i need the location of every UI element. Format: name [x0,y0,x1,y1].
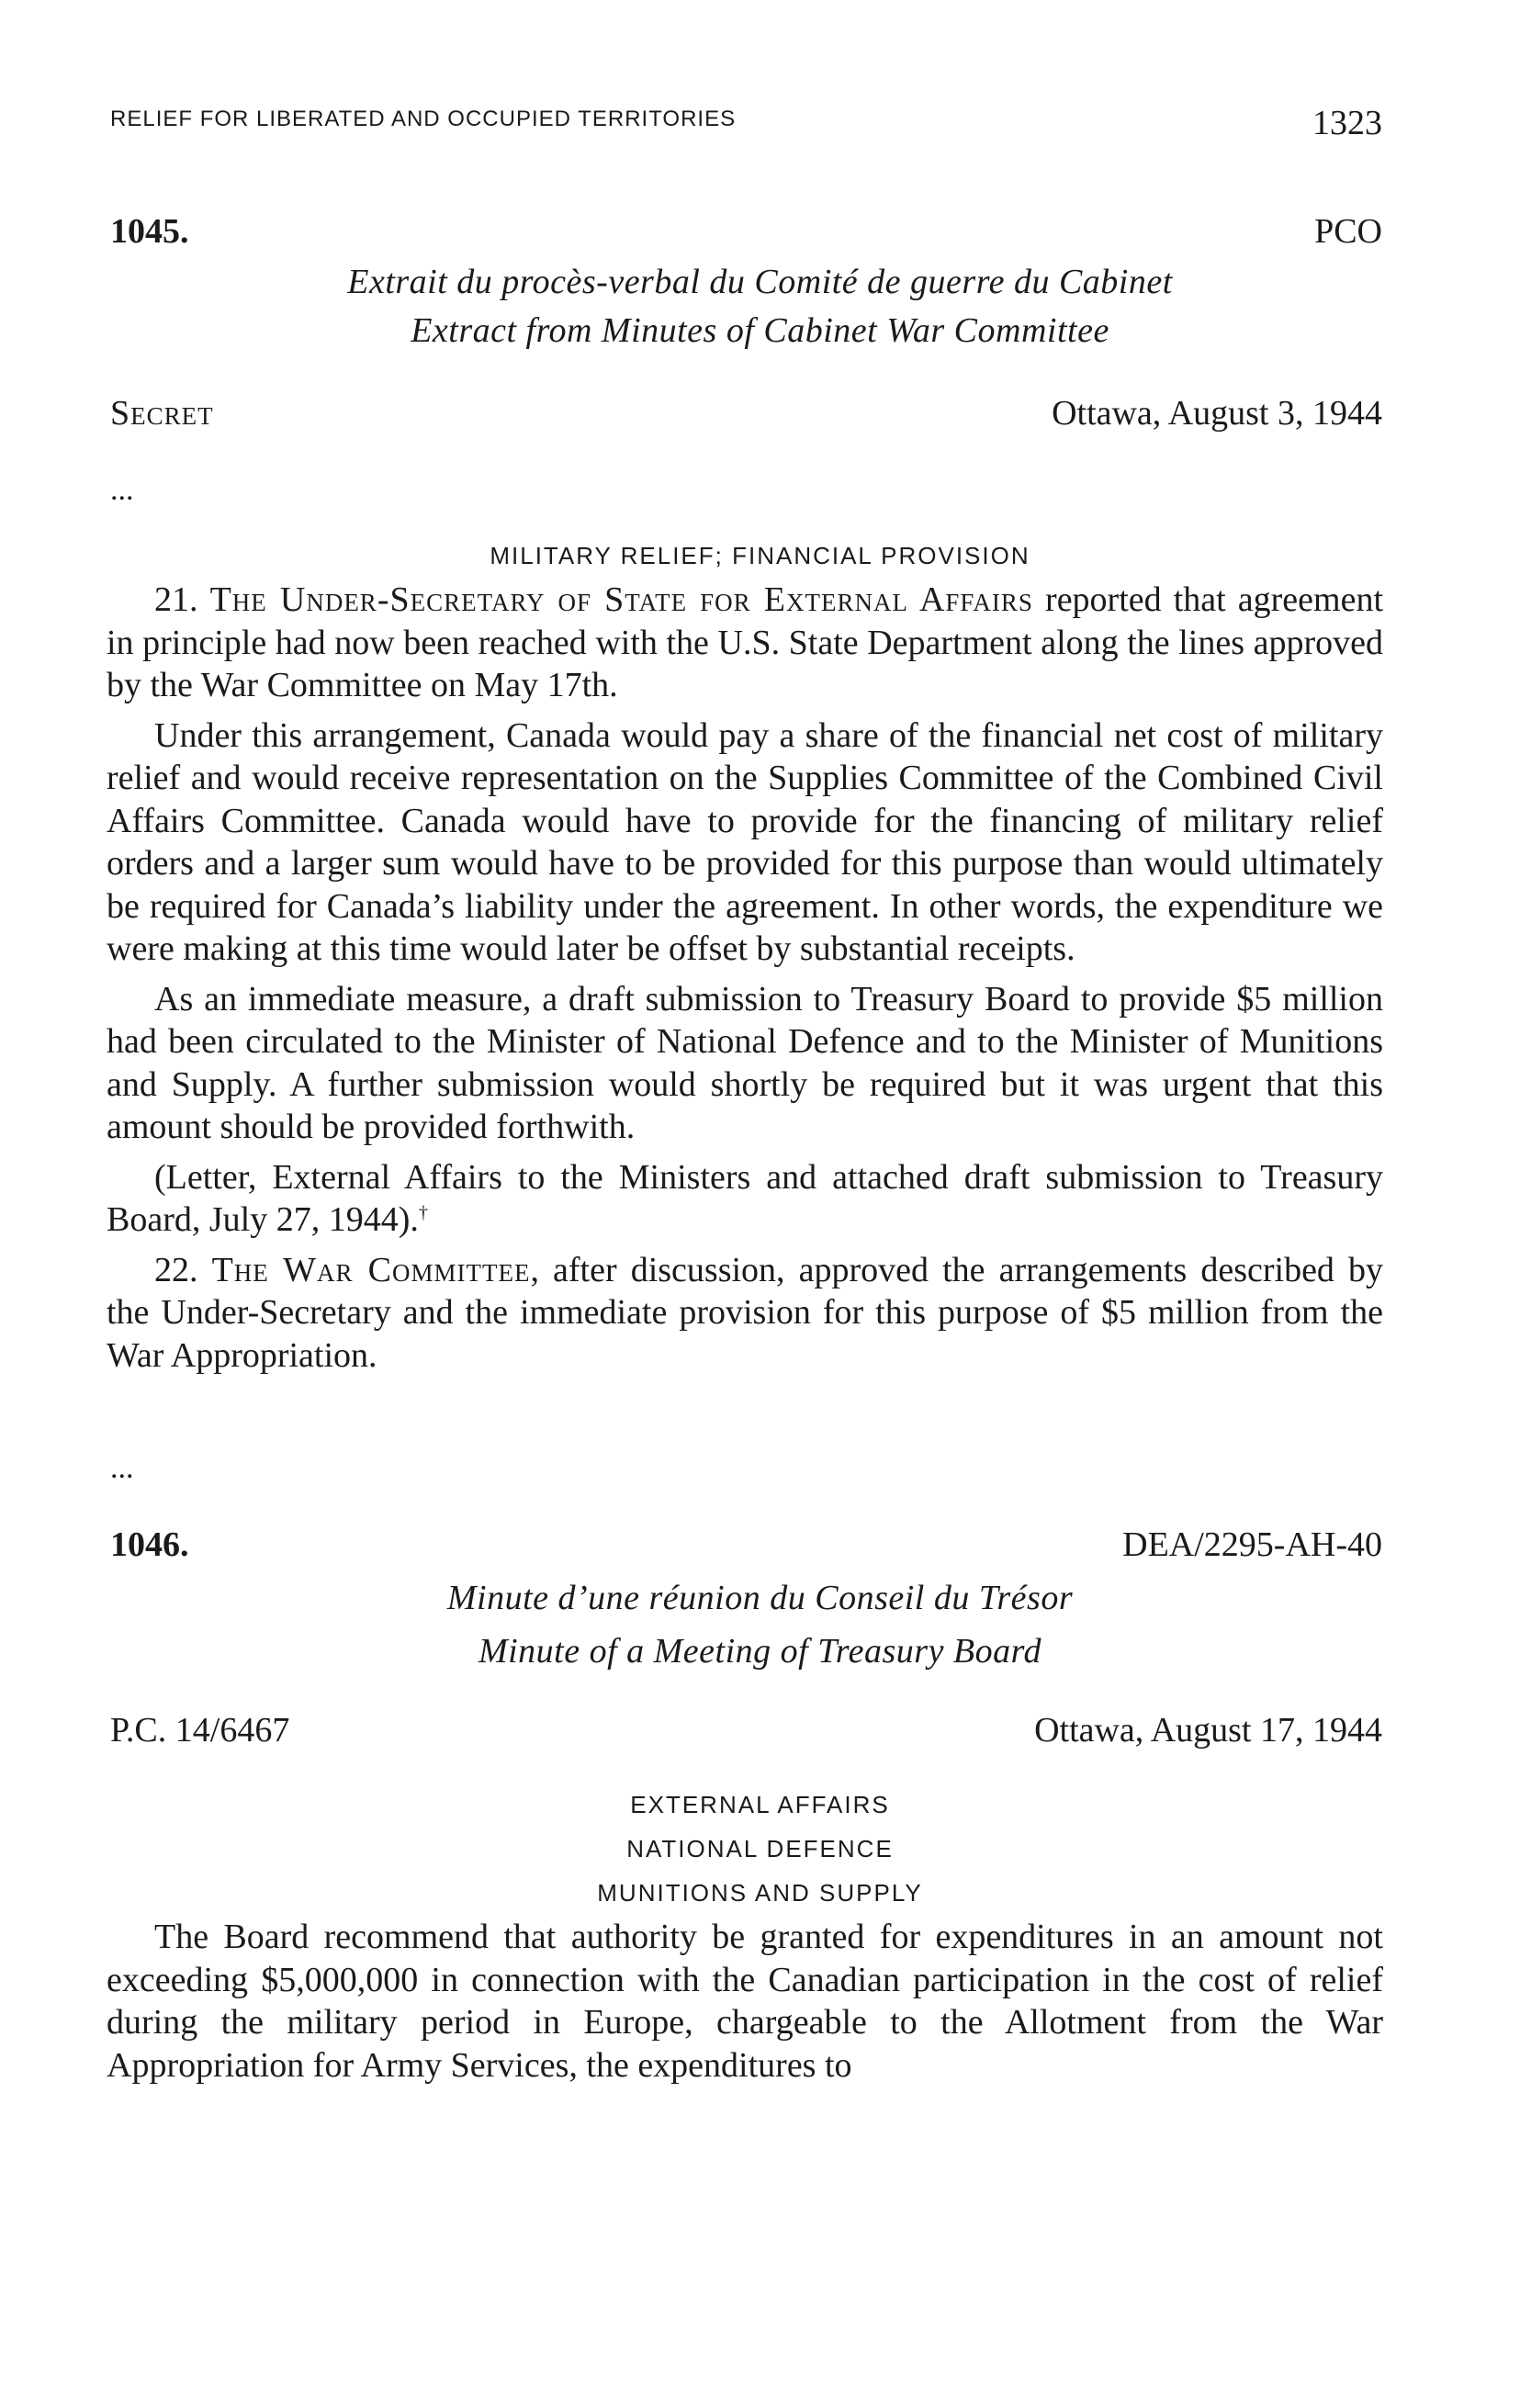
paragraph-22: 22. The War Committee, after discussion, approved the arrangements described by the Under-Secretary and the immediate provision for this purpose of $5 million from the War Appropriation. [107,1250,1384,1375]
paragraph-board-recommend: The Board recommend that authority be granted for expenditures in an amount not exceeding $5,000,000 in connection with the Canadian participation in the cost of relief during the military period in Europe, chargeable to the Allotment from the War Appropriation for Army Services, the expenditures to [107,1918,1383,2085]
doc-1045-body [107,579,1383,1377]
doc-1045-number: 1045. [110,212,189,251]
paragraph-number: 21. [154,580,198,619]
paragraph-letter-reference: (Letter, External Affairs to the Ministers and attached draft submission to Treasury Board, July 27, 1944).† [107,1157,1383,1239]
paragraph-number: 22. [154,1250,198,1289]
doc-1045-place-date: Ottawa, August 3, 1944 [1052,394,1382,433]
doc-1046-place-date: Ottawa, August 17, 1944 [1034,1711,1382,1750]
page-number: 1323 [1312,104,1382,142]
doc-1045-section-heading: MILITARY RELIEF; FINANCIAL PROVISION [490,542,1030,569]
doc-1046-title-en: Minute of a Meeting of Treasury Board [478,1632,1042,1671]
doc-1045-file-ref: PCO [1314,212,1382,251]
doc-1046-body [107,1916,1383,2087]
paragraph-immediate-measure: As an immediate measure, a draft submission to Treasury Board to provide $5 million had been circulated to the Minister of National Defence and to the Minister of Munitions and Supply. A further submission would shortly be required but it was urgent that this amount should be provided forthwith. [107,979,1383,1146]
doc-1045-title-fr: Extrait du procès-verbal du Comité de guerre du Cabinet [347,263,1173,301]
doc-1046-file-ref: DEA/2295-AH-40 [1122,1525,1382,1564]
running-title: RELIEF FOR LIBERATED AND OCCUPIED TERRITORIES [110,107,737,131]
ellipsis-bottom: ... [110,1451,134,1485]
doc-1046-number: 1046. [110,1525,189,1564]
paragraph-21: 21. The Under-Secretary of State for External Affairs reported that agreement in principle had now been reached with the U.S. State Department along the lines approved by the War Committee on May 17th. [107,580,1384,704]
doc-1046-ref: P.C. 14/6467 [110,1711,290,1750]
speaker-war-committee: The War Committee [211,1250,531,1289]
dagger-footnote-mark: † [418,1202,428,1223]
paragraph-arrangement: Under this arrangement, Canada would pay a share of the financial net cost of military relief and would receive representation on the Supplies Committee of the Combined Civil Affairs Committee. Canada would have to provide for the financing of military relief orders and a larger sum would have to be provided for this purpose than would ultimately be required for Canada’s liability under the agreement. In other words, the expenditure we were making at this time would later be offset by substantial receipts. [107,715,1383,968]
heading-national-defence: NATIONAL DEFENCE [626,1835,894,1862]
heading-munitions-supply: MUNITIONS AND SUPPLY [597,1879,923,1907]
heading-external-affairs: EXTERNAL AFFAIRS [630,1791,890,1818]
doc-1045-classification: Secret [110,394,214,433]
doc-1045-title-en: Extract from Minutes of Cabinet War Committee [411,311,1109,350]
ellipsis-top: ... [110,473,134,507]
speaker-under-secretary: The Under-Secretary of State for External Affairs [209,580,1033,619]
doc-1046-title-fr: Minute d’une réunion du Conseil du Trésor [446,1579,1074,1617]
